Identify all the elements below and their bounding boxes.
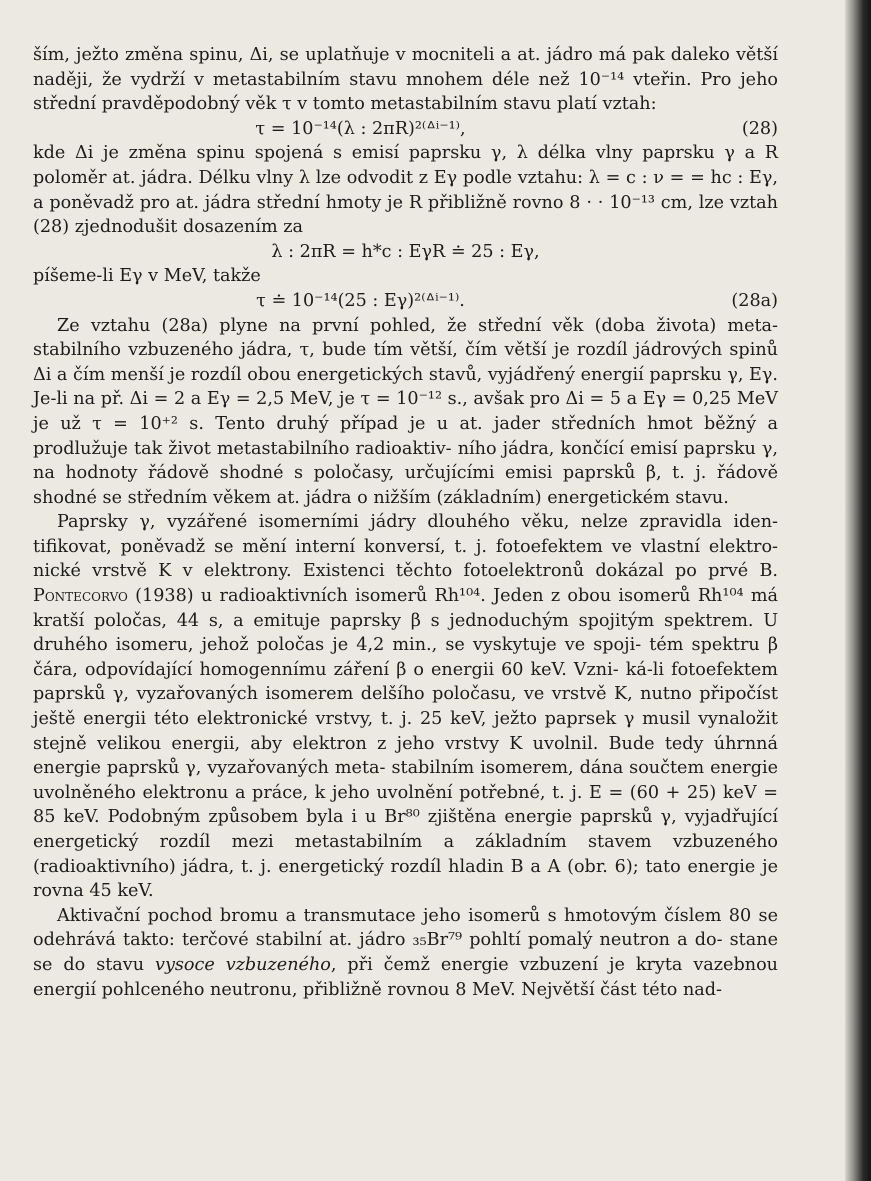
text-line: pro Δi = 5 a Eγ = 0,25 MeV je už τ = 10⁺² s. Tento druhý případ je u at. bbox=[33, 389, 779, 434]
text-fragment: pohltí pomalý neutron a do- bbox=[462, 930, 723, 951]
text-line: Aktivační pochod bromu a transmutace jeho isomerů s hmotovým číslem 80 bbox=[57, 905, 752, 926]
author-name: B. Pontecorvo bbox=[33, 561, 778, 607]
text-fragment: (1938) u radioaktivních isomerů Rh¹⁰⁴. Jeden z obou isomerů bbox=[127, 586, 691, 607]
equation-number: (28) bbox=[741, 118, 778, 139]
text-line: ká-li fotoefektem paprsků γ, vyzařovaných isomerem delšího poločasu, ve bbox=[33, 659, 778, 705]
text-line: o nižším (základním) energetickém stavu. bbox=[357, 487, 729, 508]
text-line: vztah: bbox=[602, 94, 657, 115]
text-line: stabilního vzbuzeného jádra, τ, bude tím větší, čím větší je rozdíl jádrových bbox=[33, 340, 723, 361]
text-line: spektrem. U druhého isomeru, jehož poločas je 4,2 min., se vyskytuje ve spoji- bbox=[33, 610, 779, 656]
equation-body: τ = 10⁻¹⁴(λ : 2πR)²⁽ᐞⁱ⁻¹⁾, bbox=[255, 118, 466, 139]
text-line: jader středních hmot běžný a prodlužuje tak život metastabilního radioaktiv- bbox=[33, 413, 779, 459]
text-line: byla i u Br⁸⁰ zjištěna energie paprsků γ, vyjadřující energetický rozdíl mezi bbox=[33, 807, 779, 852]
nuclide-symbol: ₃₅Br⁷⁹ bbox=[412, 930, 463, 951]
text-line: větší naději, že vydrží v metastabilním stavu mnohem déle než 10⁻¹⁴ vteřin. bbox=[33, 45, 779, 90]
text-line: ního jádra, končící emisí paprsku γ, na hodnoty řádově shodné s poločasy, bbox=[33, 438, 779, 484]
text-fragment: , při čemž energie vzbuzení je kryta vazebnou bbox=[330, 954, 778, 975]
text-line: Paprsky γ, vyzářené isomerními jádry dlouhého věku, nelze zpravidla iden- bbox=[57, 512, 778, 533]
paragraph-1 bbox=[33, 43, 778, 117]
text-line: vrstvy K uvolnil. Bude tedy úhrnná energie paprsků γ, vyzařovaných meta- bbox=[33, 733, 778, 779]
text-line: ježto paprsek γ musil vynaložit stejně velikou energii, aby elektron z jeho bbox=[33, 709, 778, 754]
equation-28 bbox=[33, 117, 778, 142]
text-line: · 10⁻¹³ cm, lze vztah (28) zjednodušit dosazením za bbox=[33, 192, 779, 238]
text-line: spinů Δi a čím menší je rozdíl obou energetických stavů, vyjádřený energií bbox=[33, 340, 778, 385]
text-line: tém spektru β čára, odpovídající homogennímu záření β o energii 60 keV. Vzni- bbox=[33, 635, 779, 680]
text-line: ším, ježto změna spinu, Δi, se uplatňuje v mocniteli a at. jádro má pak daleko bbox=[33, 45, 730, 65]
emphasis-text: vysoce vzbuzeného bbox=[155, 954, 331, 975]
text-line: píšeme-li Eγ v MeV, takže bbox=[33, 266, 261, 287]
text-line: metastabilním a základním stavem vzbuzeného (radioaktivního) jádra, t. j. bbox=[33, 832, 779, 877]
text-line: Rh¹⁰⁴ má kratší poločas, 44 s, a emituje paprsky β s jednoduchým spojitým bbox=[33, 586, 778, 631]
paragraph-6 bbox=[33, 904, 778, 1002]
text-line: tifikovat, poněvadž se mění interní konversí, t. j. fotoefektem ve vlastní elektro- bbox=[33, 536, 778, 557]
text-line: určujícími emisi paprsků β, t. j. řádově shodné se středním věkem at. jádra bbox=[33, 463, 778, 508]
paragraph-2 bbox=[33, 141, 778, 239]
equation-28a bbox=[33, 289, 778, 314]
text-fragment: se odehrává takto: terčové stabilní at. jádro bbox=[33, 905, 778, 951]
equation-body: τ ≐ 10⁻¹⁴(25 : Eγ)²⁽ᐞⁱ⁻¹⁾. bbox=[256, 290, 465, 311]
text-line: = hc : Eγ, a poněvadž pro at. jádra střední hmoty je R přibližně rovno 8 · bbox=[33, 167, 778, 213]
book-page bbox=[33, 43, 778, 1002]
text-line: uvolnění potřebné, t. j. E = (60 + 25) keV = 85 keV. Podobným způsobem bbox=[33, 782, 778, 828]
text-line: energií pohlceného neutronu, přibližně rovnou 8 MeV. Největší část této nad- bbox=[33, 979, 722, 1000]
text-line: poloměr at. jádra. Délku vlny λ lze odvodit z Eγ podle vztahu: λ = c : ν = bbox=[33, 167, 685, 188]
text-line: Pro jeho střední pravděpodobný věk τ v tomto metastabilním stavu platí bbox=[33, 69, 779, 115]
text-line: kde Δi je změna spinu spojená s emisí paprsku γ, λ délka vlny paprsku γ a R bbox=[33, 143, 778, 164]
paragraph-3 bbox=[33, 264, 778, 289]
page-binding-edge bbox=[845, 0, 871, 1181]
paragraph-4 bbox=[33, 314, 778, 511]
equation-body: λ : 2πR = h*c : EγR ≐ 25 : Eγ, bbox=[271, 241, 540, 262]
text-line: stabilním isomerem, dána součtem energie uvolněného elektronu a práce, k jeho bbox=[33, 758, 778, 803]
text-line: Ze vztahu (28a) plyne na první pohled, že střední věk (doba života) meta- bbox=[57, 315, 778, 336]
equation-number: (28a) bbox=[731, 290, 778, 311]
paragraph-5 bbox=[33, 510, 778, 904]
text-line: nické vrstvě K v elektrony. Existenci těchto fotoelektronů dokázal po prvé bbox=[33, 561, 749, 582]
text-fragment: stane se do stavu bbox=[33, 930, 778, 975]
text-line: vrstvě K, nutno připočíst ještě energii této elektronické vrstvy, t. j. 25 keV, bbox=[33, 684, 778, 730]
equation-substitution bbox=[33, 240, 778, 265]
text-line: paprsku γ, Eγ. Je-li na př. Δi = 2 a Eγ = 2,5 MeV, je τ = 10⁻¹² s., avšak bbox=[33, 364, 779, 410]
text-line: energetický rozdíl hladin B a A (obr. 6); tato energie je rovna 45 keV. bbox=[33, 856, 779, 902]
